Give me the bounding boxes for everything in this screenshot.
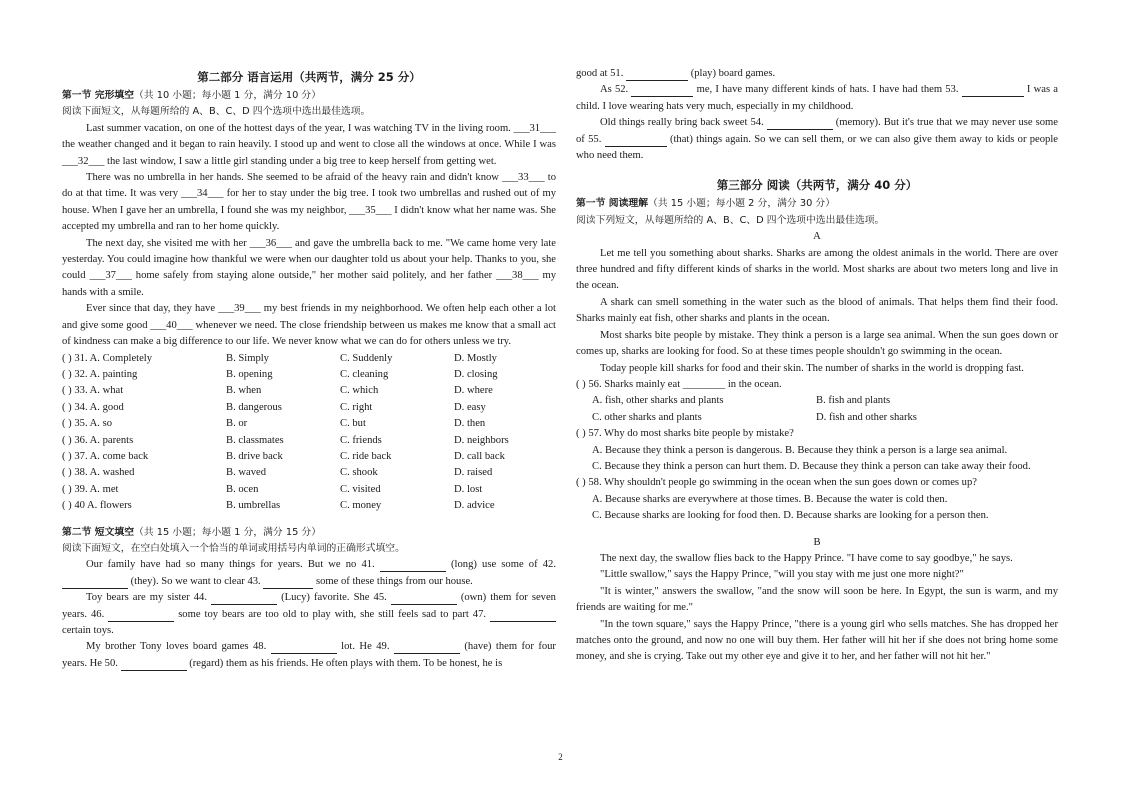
answer-blank-49[interactable]	[394, 640, 460, 654]
answer-blank-55[interactable]	[605, 133, 667, 147]
spacer	[62, 515, 556, 525]
option-row: ( ) 34. A. good B. dangerous C. right D. easy	[62, 401, 486, 413]
answer-blank-54[interactable]	[767, 116, 833, 130]
cloze-paragraph: Last summer vacation, on one of the hottest days of the year, I was watching TV in the living room. ___31___ the weather changed and it began to rain heavily. I stood up and went to close all the windows at once. While I was ___32___ the last window, I saw a little girl standing under a big tree to keep herself from getting wet.	[62, 122, 556, 167]
part-three-title: 第三部分 阅读（共两节，满分 40 分）	[716, 178, 918, 193]
passage-a-paragraph: Today people kill sharks for food and their skin. The number of sharks in the world is dropping fast.	[600, 362, 1024, 374]
question-57-options: C. Because they think a person can hurt them. D. Because they think a person can take away their food.	[592, 460, 1031, 472]
reading-instructions: 阅读下列短文，从每题所给的 A、B、C、D 四个选项中选出最佳选项。	[576, 214, 885, 226]
spacer	[576, 525, 1058, 535]
cloze-paragraph: There was no umbrella in her hands. She seemed to be afraid of the heavy rain and didn't know ___33___ to do at that time. It was very ___34___ for her to stay under the big tree. I took two umbrellas and rushed out of my house. When I gave her an umbrella, I found she was my neighbor, ___35___ I didn't know what her name was. She accepted my umbrella and ran to her home quickly.	[62, 172, 556, 233]
option-row: ( ) 39. A. met B. ocen C. visited D. lost	[62, 483, 483, 495]
question-56: ( ) 56. Sharks mainly eat ________ in the ocean.	[576, 378, 782, 390]
cloze-paragraph: Ever since that day, they have ___39___ my best friends in my neighborhood. We often help each other a lot and give some good ___40___ whenever we need. The close friendship between us makes me know that a small act of kindness can make a big difference to our life. We never know what we can do for others unless we try.	[62, 303, 556, 348]
question-56-options: C. other sharks and plants D. fish and other sharks	[592, 411, 917, 423]
fill-paragraph-continued: good at 51. (play) board games.	[576, 68, 776, 79]
question-58: ( ) 58. Why shouldn't people go swimming in the ocean when the sun goes down or comes up?	[576, 477, 977, 489]
answer-blank-48[interactable]	[271, 640, 337, 654]
question-58-options: A. Because sharks are everywhere at those times. B. Because the water is cold then.	[592, 493, 948, 505]
question-58-options: C. Because sharks are looking for food then. D. Because sharks are looking for a person then.	[592, 510, 989, 522]
question-57-options: A. Because they think a person is dangerous. B. Because they think a person is a large sea animal.	[592, 444, 1008, 456]
passage-a-paragraph: A shark can smell something in the water such as the blood of animals. That helps them find their food. Sharks mainly eat fish, other sharks and plants in the ocean.	[576, 296, 1058, 325]
left-column	[62, 66, 556, 672]
answer-blank-44[interactable]	[211, 591, 277, 605]
passage-b-paragraph: "In the town square," says the Happy Prince, "there is a young girl who sells matches. She has dropped her matches onto the ground, and now no one will buy them. Her father will hit her if she does not bring home some money, and she is crying. Take out my other eye and give it to her, and her father will not hit her."	[576, 618, 1058, 663]
page-number: 2	[558, 752, 563, 762]
answer-blank-47[interactable]	[490, 608, 556, 622]
answer-blank-53[interactable]	[962, 83, 1024, 97]
answer-blank-45[interactable]	[391, 591, 457, 605]
answer-blank-51[interactable]	[626, 67, 688, 81]
right-column	[576, 66, 1058, 666]
answer-blank-50[interactable]	[121, 657, 187, 671]
spacer	[576, 164, 1058, 174]
option-row: ( ) 32. A. painting B. opening C. cleaning D. closing	[62, 368, 498, 380]
passage-b-paragraph: "Little swallow," says the Happy Prince, "will you stay with me just one more night?"	[600, 569, 964, 581]
fill-paragraph: As 52. me, I have many different kinds of hats. I have had them 53. I was a child. I love wearing hats very much, especially in my childhood.	[576, 84, 1058, 112]
option-row: ( ) 35. A. so B. or C. but D. then	[62, 418, 486, 430]
fill-instructions: 阅读下面短文，在空白处填入一个恰当的单词或用括号内单词的正确形式填空。	[62, 542, 405, 554]
passage-b-paragraph: "It is winter," answers the swallow, "and the snow will soon be here. In Egypt, the sun is warm, and my friends are waiting for me."	[576, 585, 1058, 614]
cloze-options	[62, 351, 556, 515]
option-row: ( ) 33. A. what B. when C. which D. where	[62, 385, 493, 397]
cloze-section-header: 第一节 完形填空（共 10 小题；每小题 1 分，满分 10 分）	[62, 90, 322, 101]
question-57: ( ) 57. Why do most sharks bite people by mistake?	[576, 428, 794, 440]
question-56-options: A. fish, other sharks and plants B. fish and plants	[592, 395, 891, 407]
option-row: ( ) 40 A. flowers B. umbrellas C. money D. advice	[62, 500, 495, 512]
fill-section-header: 第二节 短文填空（共 15 小题；每小题 1 分，满分 15 分）	[62, 526, 322, 538]
answer-blank-42[interactable]	[62, 575, 128, 589]
answer-blank-43[interactable]	[263, 575, 313, 589]
reading-section-header: 第一节 阅读理解（共 15 小题；每小题 2 分，满分 30 分）	[576, 198, 836, 210]
fill-paragraph: Old things really bring back sweet 54. (memory). But it's true that we may never use some of 55. (that) things again. So we can sell them, or we can also give them away to kids or people who need them.	[576, 117, 1058, 162]
option-row: ( ) 36. A. parents B. classmates C. friends D. neighbors	[62, 434, 509, 446]
passage-a-paragraph: Most sharks bite people by mistake. They think a person is a large sea animal. When the sun goes down or comes up, sharks are looking for food. So at these times people shouldn't go swimming in the ocean.	[576, 329, 1058, 358]
passage-a-label: A	[813, 231, 821, 243]
option-row: ( ) 37. A. come back B. drive back C. ride back D. call back	[62, 450, 505, 462]
fill-paragraph: My brother Tony loves board games 48. lot. He 49. (have) them for four years. He 50. (regard) them as his friends. He often plays with them. To be honest, he is	[62, 641, 556, 669]
option-row: ( ) 31. A. Completely B. Simply C. Suddenly D. Mostly	[62, 352, 497, 364]
fill-paragraph: Toy bears are my sister 44. (Lucy) favorite. She 45. (own) them for seven years. 46. some toy bears are too old to play with, she still feels sad to part 47. certain toys.	[62, 592, 556, 636]
option-row: ( ) 38. A. washed B. waved C. shook D. raised	[62, 467, 493, 479]
answer-blank-52[interactable]	[631, 83, 693, 97]
answer-blank-41[interactable]	[380, 558, 446, 572]
passage-a-paragraph: Let me tell you something about sharks. Sharks are among the oldest animals in the world. There are over three hundred and fifty different kinds of sharks in the world. Most sharks are about two meters long and live in the ocean.	[576, 247, 1058, 292]
fill-paragraph: Our family have had so many things for years. But we no 41. (long) use some of 42. (they). So we want to clear 43. some of these things from our house.	[62, 557, 556, 590]
passage-b-label: B	[813, 536, 821, 548]
answer-blank-46[interactable]	[108, 608, 174, 622]
part-two-title: 第二部分 语言运用（共两节，满分 25 分）	[197, 70, 421, 84]
cloze-paragraph: The next day, she visited me with her ___36___ and gave the umbrella back to me. "We came home very late yesterday. You could imagine how thankful we were when our daughter told us about your help. Thanks to you, she could ___37___ home safely from staying alone outside," her mother said politely, and her father ___38___ my hands with a smile.	[62, 237, 556, 298]
passage-b-paragraph: The next day, the swallow flies back to the Happy Prince. "I have come to say goodbye," he says.	[600, 552, 1013, 564]
cloze-instructions: 阅读下面短文，从每题所给的 A、B、C、D 四个选项中选出最佳选项。	[62, 106, 371, 118]
